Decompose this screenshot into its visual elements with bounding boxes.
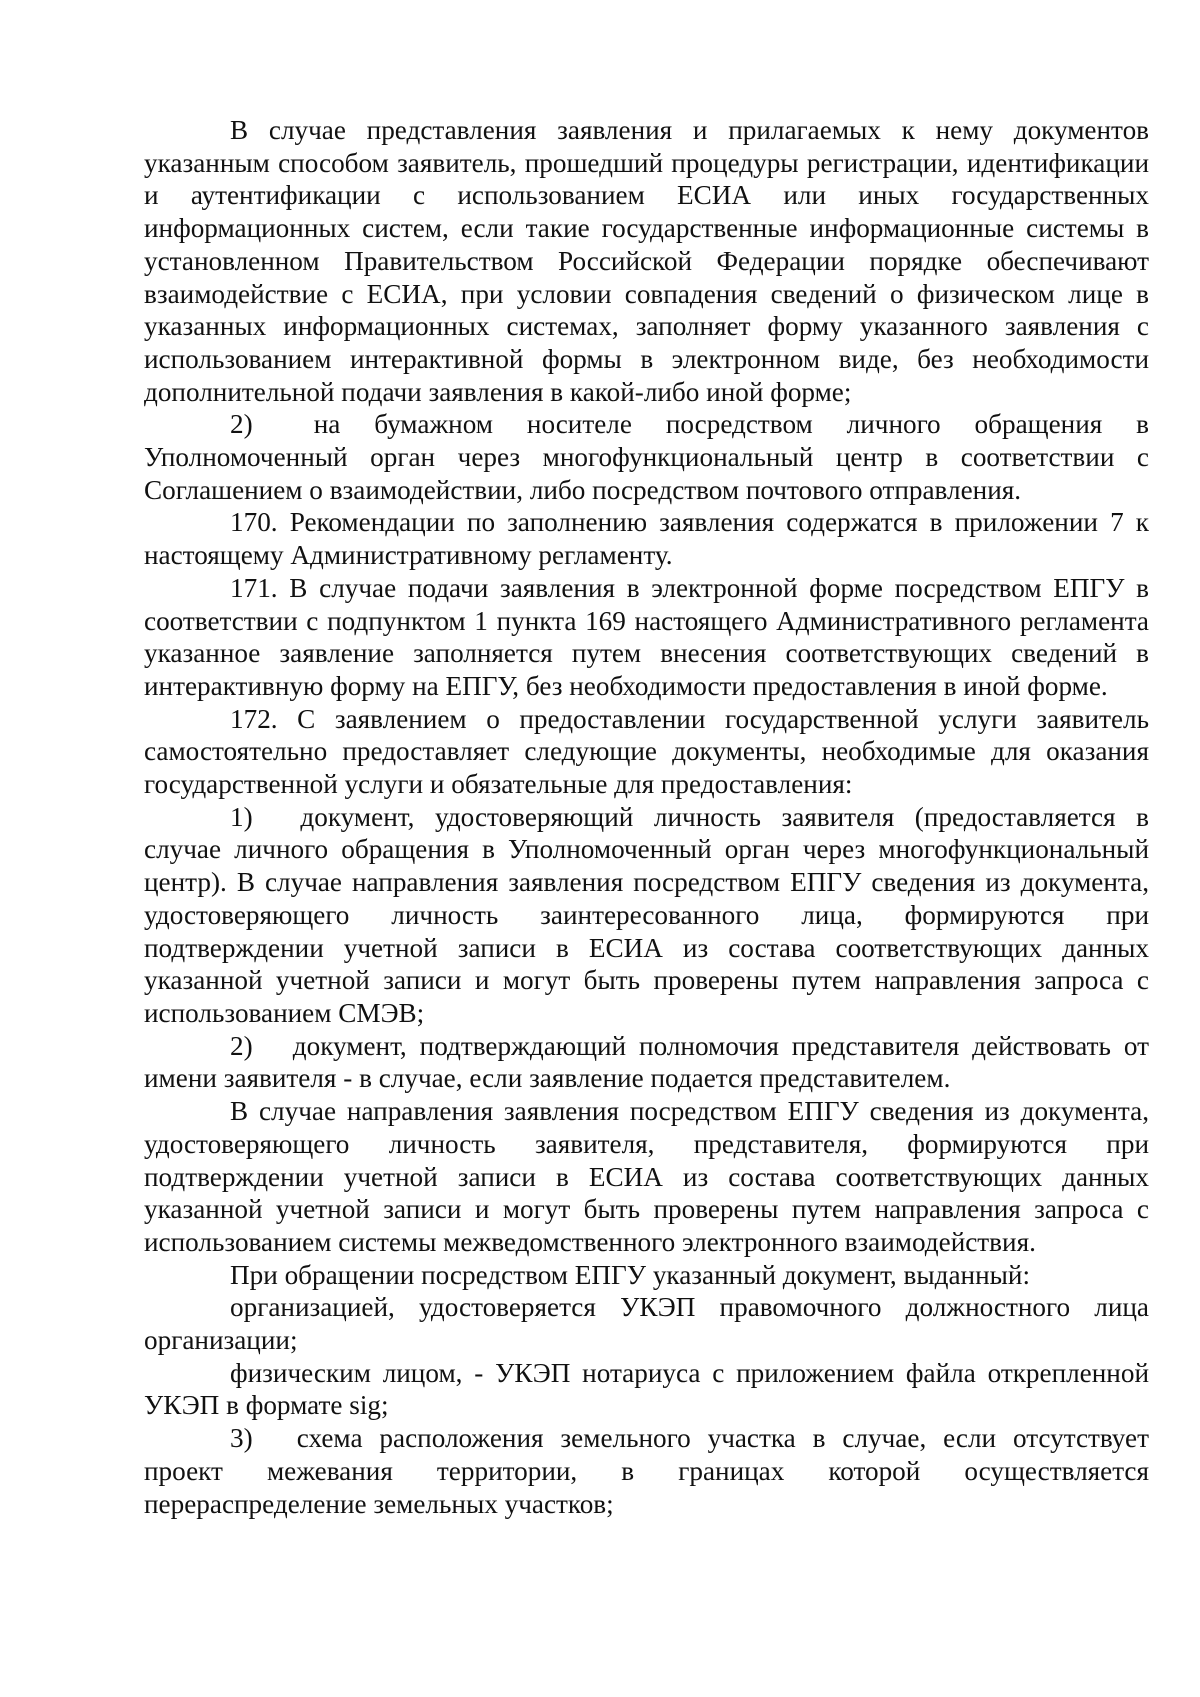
paragraph-item-1-identity-document: 1) документ, удостоверяющий личность заявителя (предоставляется в случае личного обращения в Уполномоченный орган через многофункциональный центр). В случае направления заявления посредством ЕПГУ сведения из документа, удостоверяющего личность заинтересованного лица, формируются при подтверждении учетной записи в ЕСИА из состава соответствующих данных указанной учетной записи и могут быть проверены путем направления запроса с использованием СМЭВ; (144, 801, 1149, 1028)
paragraph-epgu-application: В случае представления заявления и прилагаемых к нему документов указанным способом заявитель, прошедший процедуры регистрации, идентификации и аутентификации с использованием ЕСИА или иных государственных информационных систем, если такие государственные информационные системы в установленном Правительством Российской Федерации порядке обеспечивают взаимодействие с ЕСИА, при условии совпадения сведений о физическом лице в указанных информационных системах, заполняет форму указанного заявления с использованием интерактивной формы в электронном виде, без необходимости дополнительной подачи заявления в какой-либо иной форме; (144, 115, 1149, 407)
paragraph-170: 170. Рекомендации по заполнению заявления содержатся в приложении 7 к настоящему Административному регламенту. (144, 507, 1149, 571)
paragraph-individual-signature: физическим лицом, - УКЭП нотариуса с приложением файла открепленной УКЭП в формате sig; (144, 1357, 1149, 1421)
document-body (144, 114, 1149, 1520)
paragraph-epgu-document-issued: При обращении посредством ЕПГУ указанный документ, выданный: (230, 1259, 1030, 1290)
paragraph-item-2-authority-document: 2) документ, подтверждающий полномочия представителя действовать от имени заявителя - в случае, если заявление подается представителем. (144, 1030, 1149, 1094)
paragraph-item-3-land-scheme: 3) схема расположения земельного участка в случае, если отсутствует проект межевания территории, в границах которой осуществляется перераспределение земельных участков; (144, 1423, 1149, 1519)
paragraph-organization-signature: организацией, удостоверяется УКЭП правомочного должностного лица организации; (144, 1292, 1149, 1356)
paragraph-172: 172. С заявлением о предоставлении государственной услуги заявитель самостоятельно предоставляет следующие документы, необходимые для оказания государственной услуги и обязательные для предоставления: (144, 703, 1149, 800)
paragraph-item-2-paper: 2) на бумажном носителе посредством личного обращения в Уполномоченный орган через многофункциональный центр в соответствии с Соглашением о взаимодействии, либо посредством почтового отправления. (144, 409, 1149, 505)
paragraph-epgu-identity-details: В случае направления заявления посредством ЕПГУ сведения из документа, удостоверяющего личность заявителя, представителя, формируются при подтверждении учетной записи в ЕСИА из состава соответствующих данных указанной учетной записи и могут быть проверены путем направления запроса с использованием системы межведомственного электронного взаимодействия. (144, 1096, 1149, 1257)
paragraph-171: 171. В случае подачи заявления в электронной форме посредством ЕПГУ в соответствии с подпунктом 1 пункта 169 настоящего Административного регламента указанное заявление заполняется путем внесения соответствующих сведений в интерактивную форму на ЕПГУ, без необходимости предоставления в иной форме. (144, 572, 1149, 701)
